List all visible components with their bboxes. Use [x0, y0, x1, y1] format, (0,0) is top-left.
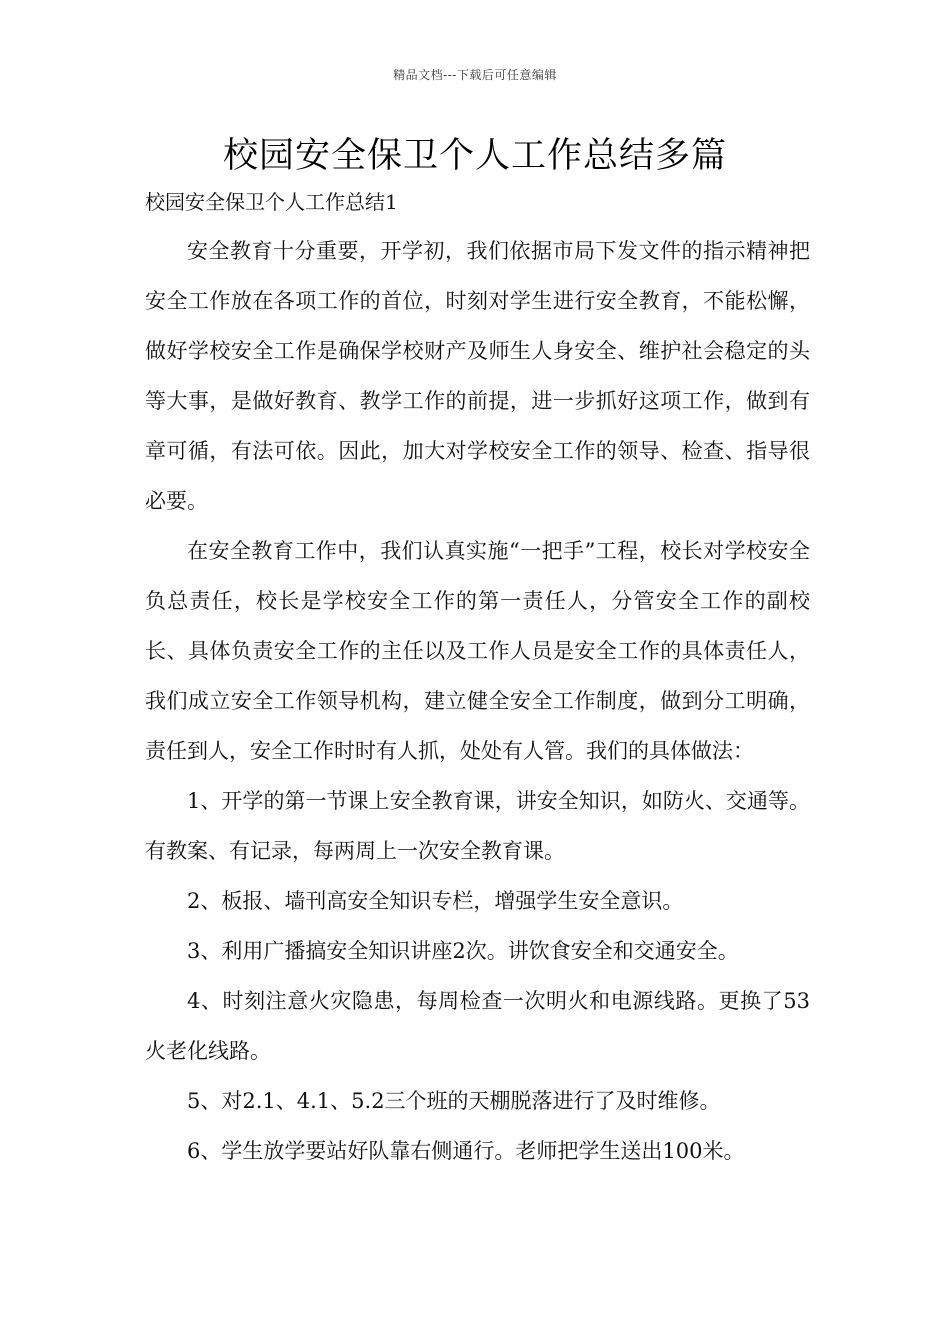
list-item: 1、开学的第一节课上安全教育课，讲安全知识，如防火、交通等。有教案、有记录，每两周上一次安全教育课。: [145, 789, 810, 863]
header-note: 精品文档---下载后可任意编辑: [393, 68, 557, 82]
paragraph: 在安全教育工作中，我们认真实施“一把手”工程，校长对学校安全负总责任，校长是学校安全工作的第一责任人，分管安全工作的副校长、具体负责安全工作的主任以及工作人员是安全工作的具体责任人，我们成立安全工作领导机构，建立健全安全工作制度，做到分工明确，责任到人，安全工作时时有人抓，处处有人管。我们的具体做法：: [145, 539, 810, 763]
list-item: 4、时刻注意火灾隐患，每周检查一次明火和电源线路。更换了53火老化线路。: [145, 989, 810, 1063]
list-item: 2、板报、墙刊高安全知识专栏，增强学生安全意识。: [187, 889, 684, 913]
list-item: 3、利用广播搞安全知识讲座2次。讲饮食安全和交通安全。: [187, 939, 739, 963]
list-item: 5、对2.1、4.1、5.2三个班的天棚脱落进行了及时维修。: [187, 1089, 721, 1113]
paragraph: 安全教育十分重要，开学初，我们依据市局下发文件的指示精神把安全工作放在各项工作的首位，时刻对学生进行安全教育，不能松懈，做好学校安全工作是确保学校财产及师生人身安全、维护社会稳定的头等大事，是做好教育、教学工作的前提，进一步抓好这项工作，做到有章可循，有法可依。因此，加大对学校安全工作的领导、检查、指导很必要。: [145, 239, 810, 513]
section-subtitle: 校园安全保卫个人工作总结1: [145, 190, 398, 214]
body-text: [145, 226, 810, 1176]
list-item: 6、学生放学要站好队靠右侧通行。老师把学生送出100米。: [187, 1139, 745, 1163]
document-title: 校园安全保卫个人工作总结多篇: [222, 136, 727, 176]
